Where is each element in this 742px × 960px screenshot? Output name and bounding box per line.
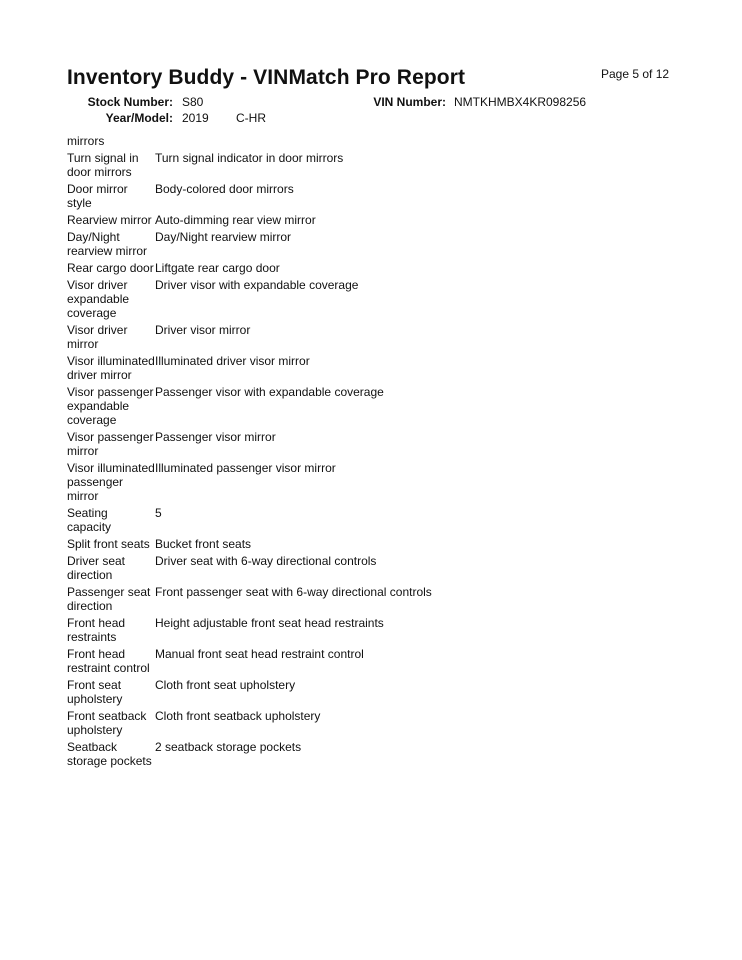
feature-value: Liftgate rear cargo door (155, 261, 280, 275)
feature-value: 5 (155, 506, 162, 520)
feature-value: Front passenger seat with 6-way directional controls (155, 585, 432, 599)
feature-row (67, 322, 667, 353)
feature-value: Driver visor mirror (155, 323, 251, 337)
feature-name: Front seatback upholstery (67, 709, 147, 737)
feature-name: Rear cargo door (67, 261, 154, 275)
feature-value: Cloth front seatback upholstery (155, 709, 321, 723)
year-value: 2019 (182, 111, 209, 125)
feature-row (67, 505, 667, 536)
feature-name: Passenger seat direction (67, 585, 151, 613)
feature-row (67, 212, 667, 229)
feature-row (67, 460, 667, 505)
feature-name: Seating capacity (67, 506, 112, 534)
feature-row (67, 229, 667, 260)
feature-value: Height adjustable front seat head restraints (155, 616, 384, 630)
feature-row (67, 677, 667, 708)
stock-number-value: S80 (182, 95, 204, 109)
vin-number-value: NMTKHMBX4KR098256 (454, 95, 587, 109)
feature-row (67, 384, 667, 429)
feature-row (67, 739, 667, 770)
feature-value: 2 seatback storage pockets (155, 740, 302, 754)
feature-row (67, 646, 667, 677)
feature-value: Day/Night rearview mirror (155, 230, 292, 244)
feature-name: Day/Night rearview mirror (67, 230, 148, 258)
feature-row (67, 181, 667, 212)
feature-row (67, 708, 667, 739)
feature-name: Visor illuminated passenger mirror (67, 461, 155, 503)
feature-name: Front head restraints (67, 616, 126, 644)
feature-value: Driver seat with 6-way directional controls (155, 554, 377, 568)
feature-row (67, 536, 667, 553)
feature-row (67, 553, 667, 584)
feature-name: Visor passenger expandable coverage (67, 385, 154, 427)
feature-list (67, 133, 667, 770)
page-number: Page 5 of 12 (601, 67, 670, 81)
feature-name: Visor passenger mirror (67, 430, 154, 458)
feature-value: Passenger visor with expandable coverage (155, 385, 384, 399)
report-title: Inventory Buddy - VINMatch Pro Report (67, 66, 466, 89)
feature-row (67, 260, 667, 277)
feature-name: Seatback storage pockets (67, 740, 152, 768)
feature-value: Illuminated passenger visor mirror (155, 461, 336, 475)
feature-value: Illuminated driver visor mirror (155, 354, 310, 368)
feature-name: Front seat upholstery (67, 678, 123, 706)
feature-row (67, 277, 667, 322)
feature-row (67, 615, 667, 646)
vin-number-label: VIN Number: (373, 95, 446, 109)
feature-value: Body-colored door mirrors (155, 182, 294, 196)
feature-name: mirrors (67, 134, 105, 148)
feature-name: Visor driver mirror (67, 323, 128, 351)
feature-row (67, 353, 667, 384)
feature-name: Front head restraint control (67, 647, 150, 675)
feature-row (67, 584, 667, 615)
feature-row (67, 150, 667, 181)
feature-value: Bucket front seats (155, 537, 252, 551)
feature-value: Turn signal indicator in door mirrors (155, 151, 344, 165)
stock-number-label: Stock Number: (87, 95, 173, 109)
feature-name: Driver seat direction (67, 554, 126, 582)
feature-name: Turn signal in door mirrors (67, 151, 139, 179)
feature-name: Rearview mirror (67, 213, 152, 227)
feature-value (155, 134, 667, 148)
feature-name: Door mirror style (67, 182, 128, 210)
feature-value: Passenger visor mirror (155, 430, 276, 444)
year-model-label: Year/Model: (105, 111, 173, 125)
feature-name: Visor illuminated driver mirror (67, 354, 155, 382)
feature-value: Manual front seat head restraint control (155, 647, 364, 661)
feature-name: Visor driver expandable coverage (67, 278, 130, 320)
feature-name: Split front seats (67, 537, 150, 551)
feature-value: Auto-dimming rear view mirror (155, 213, 316, 227)
feature-row (67, 133, 667, 150)
feature-value: Cloth front seat upholstery (155, 678, 296, 692)
feature-row (67, 429, 667, 460)
model-value: C-HR (236, 111, 266, 125)
feature-value: Driver visor with expandable coverage (155, 278, 359, 292)
